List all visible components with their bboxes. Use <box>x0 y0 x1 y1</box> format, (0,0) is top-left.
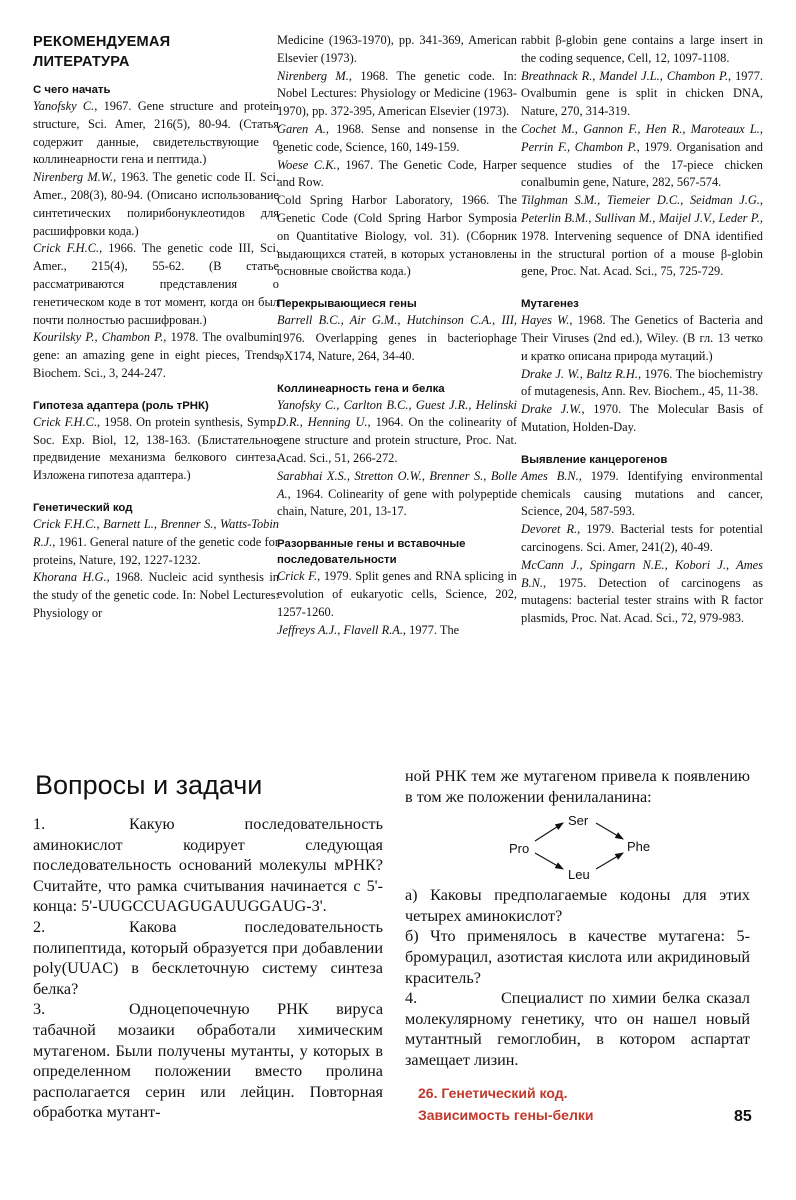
recommended-reading-title: РЕКОМЕНДУЕМАЯ ЛИТЕРАТУРА <box>33 34 171 70</box>
reference: Crick F.H.C., 1958. On protein synthesis, Symp. Soc. Exp. Biol, 12, 138-163. (Блистательное предвидение механизма белкового синтеза. Изложена гипотеза адаптера.) <box>33 414 279 483</box>
reference-continuation: Medicine (1963-1970), pp. 341-369, American Elsevier (1973). <box>277 33 517 65</box>
diagram-label-upper: Ser <box>568 813 589 829</box>
questions-column-2 <box>405 766 750 1071</box>
reference: Crick F., 1979. Split genes and RNA splicing in evolution of eukaryotic cells, Science, 202, 1257-1260. <box>277 569 517 619</box>
reference: Breathnack R., Mandel J.L., Chambon P., 1977. Ovalbumin gene is split in chicken DNA, Nature, 270, 314-319. <box>521 68 763 119</box>
reference: Tilghman S.M., Tiemeier D.C., Seidman J.G., Peterlin B.M., Sullivan M., Maijel J.V., Leder P., 1978. Intervening sequence of DNA identified in the structural portion of a mouse β-globin gene, Proc. Nat. Acad. Sci., 75, 725-729. <box>521 193 763 279</box>
arrow-start-to-lower <box>535 853 563 869</box>
reference: Khorana H.G., 1968. Nucleic acid synthesis in the study of the genetic code. In: Nobel Lectures: Physiology or <box>33 570 279 620</box>
section-heading: С чего начать <box>33 84 111 96</box>
section-heading: Мутагенез <box>521 298 579 311</box>
question: 4. Специалист по химии белка сказал молекулярному генетику, что он нашел новый мутантный гемоглобин, в котором аспартат замещает лизин. <box>405 989 750 1069</box>
question: 2. Какова последовательность полипептида, который образуется при добавлении poly(UUAC) в бесклеточную систему синтеза белка? <box>33 917 383 998</box>
section-heading: Выявление канцерогенов <box>521 453 668 466</box>
arrow-upper-to-end <box>596 823 623 839</box>
reference: Cold Spring Harbor Laboratory, 1966. The Genetic Code (Cold Spring Harbor Symposia on Quantitative Biology, vol. 31). (Сборник выдающихся статей, в которых установлены основные свойства кода.) <box>277 193 517 279</box>
reading-column-2 <box>277 32 517 639</box>
reference: Woese C.K., 1967. The Genetic Code, Harper and Row. <box>277 157 517 190</box>
diagram-label-end: Phe <box>627 839 651 855</box>
questions-title: Вопросы и задачи <box>35 770 263 800</box>
reference: Hayes W., 1968. The Genetics of Bacteria and Their Viruses (2nd ed.), Wiley. (В гл. 13 четко и кратко описана природа мутаций.) <box>521 313 763 363</box>
reference: Cochet M., Gannon F., Hen R., Maroteaux L., Perrin F., Chambon P., 1979. Organisation and sequence studies of the 17-piece chicken conalbumin gene, Nature, 282, 567-574. <box>521 121 763 190</box>
question-subitem: а) Каковы предполагаемые кодоны для этих четырех аминокислот? <box>405 886 750 925</box>
reference: Kourilsky P., Chambon P., 1978. The ovalbumin gene: an amazing gene in eight pieces, Trends Biochem. Sci., 3, 244-247. <box>33 330 279 380</box>
questions-column-1 <box>33 814 383 1123</box>
reference-continuation: rabbit β-globin gene contains a large insert in the coding sequence, Cell, 12, 1097-1108. <box>521 33 763 65</box>
mutation-diagram <box>405 809 750 881</box>
section-heading: Разорванные гены и вставочные последовательности <box>277 538 466 567</box>
reference: Jeffreys A.J., Flavell R.A., 1977. The <box>277 622 460 637</box>
reference: Drake J.W., 1970. The Molecular Basis of Mutation, Holden-Day. <box>521 402 763 434</box>
question: 3. Одноцепочечную РНК вируса табачной мозаики обработали химическим мутагеном. Были получены мутанты, у которых в определенном положении вместо пролина располагается серин или лейцин. Повторная обработка мутант- <box>33 1000 383 1122</box>
reference: Devoret R., 1979. Bacterial tests for potential carcinogens. Sci. Amer, 241(2), 40-49. <box>521 522 763 554</box>
section-heading: Генетический код <box>33 501 133 514</box>
diagram-label-lower: Leu <box>568 867 590 882</box>
reference: Crick F.H.C., Barnett L., Brenner S., Watts-Tobin R.J., 1961. General nature of the genetic code for proteins, Nature, 192, 1227-1232. <box>33 516 279 567</box>
section-heading: Гипотеза адаптера (роль тРНК) <box>33 399 209 412</box>
reading-column-1 <box>33 32 279 623</box>
reference: Crick F.H.C., 1966. The genetic code III, Sci. Amer., 215(4), 55-62. (В статье рассматриваются представления о генетическом коде в тот момент, когда он был почти полностью расшифрован.) <box>33 241 279 327</box>
page-number: 85 <box>734 1108 752 1125</box>
reference: Barrell B.C., Air G.M., Hutchinson C.A., III, 1976. Overlapping genes in bacteriophage φX174, Nature, 264, 34-40. <box>277 313 517 363</box>
reference: Ames B.N., 1979. Identifying environmental chemicals causing mutations and cancer, Science, 204, 587-593. <box>521 468 763 519</box>
reading-column-3 <box>521 32 763 628</box>
reference: Nirenberg M.W., 1963. The genetic code II. Sci. Amer., 208(3), 80-94. (Описано использование синтетических полирибонуклеотидов для расшифровки кода.) <box>33 170 279 238</box>
arrow-lower-to-end <box>596 853 623 869</box>
reference: Nirenberg M., 1968. The genetic code. In: Nobel Lectures: Physiology or Medicine (1963-1970), pp. 372-395, American Elsevier (1973). <box>277 68 517 119</box>
question: 1. Какую последовательность аминокислот кодирует следующая последовательность оснований молекулы мРНК? Считайте, что рамка считывания начинается с 5'-конца: 5'-UUGCCUAGUGAUUGGAUG-3'. <box>33 815 383 916</box>
section-heading: Коллинеарность гена и белка <box>277 382 445 395</box>
reference: Garen A., 1968. Sense and nonsense in the genetic code, Science, 160, 149-159. <box>277 121 517 154</box>
reference: Drake J. W., Baltz R.H., 1976. The biochemistry of mutagenesis, Ann. Rev. Biochem., 45, 11-38. <box>521 366 763 399</box>
section-heading: Перекрывающиеся гены <box>277 298 417 311</box>
reference: McCann J., Spingarn N.E., Kobori J., Ames B.N., 1975. Detection of carcinogens as mutagens: bacterial tester strains with R factor plasmids, Proc. Nat. Acad. Sci., 72, 979-983. <box>521 557 763 626</box>
reference: Sarabhai X.S., Stretton O.W., Brenner S., Bolle A., 1964. Colinearity of gene with polypeptide chain, Nature, 201, 13-17. <box>277 468 517 519</box>
arrow-start-to-upper <box>535 823 563 841</box>
reference: Yanofsky C., Carlton B.C., Guest J.R., Helinski D.R., Henning U., 1964. On the colinearity of gene structure and protein structure, Proc. Nat. Acad. Sci., 51, 266-272. <box>277 397 517 465</box>
question-subitem: б) Что применялось в качестве мутагена: 5-бромурацил, азотистая кислота или акридиновый краситель? <box>405 927 750 987</box>
chapter-reference: 26. Генетический код. Зависимость гены-белки <box>418 1085 594 1123</box>
question-continuation: ной РНК тем же мутагеном привела к появлению в том же положении фенилаланина: <box>405 767 750 806</box>
diagram-label-start: Pro <box>509 841 530 857</box>
reference: Yanofsky C., 1967. Gene structure and protein structure, Sci. Amer, 216(5), 80-94. (Статья содержит данные, свидетельствующие о коллинеарности гена и пептида.) <box>33 99 279 167</box>
